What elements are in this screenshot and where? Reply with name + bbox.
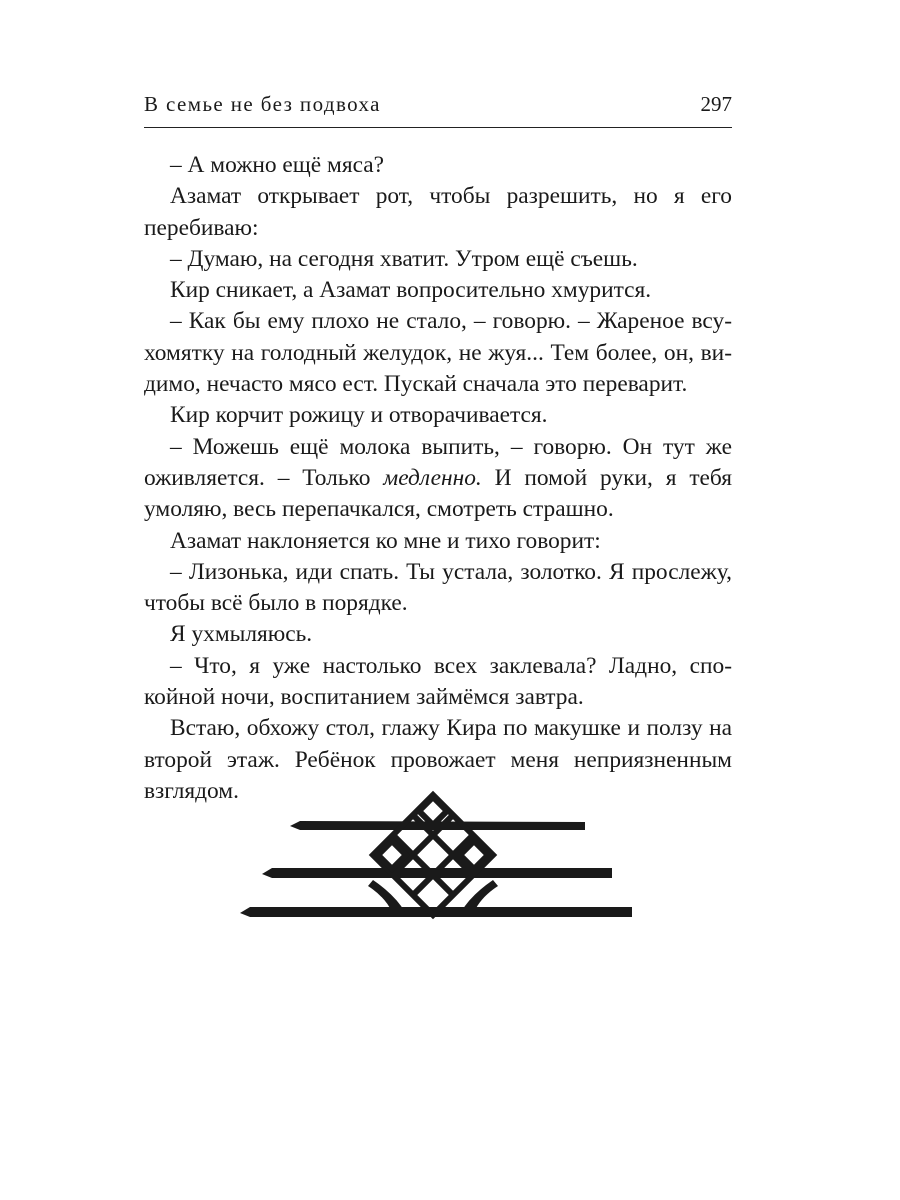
paragraph: Кир корчит рожицу и отворачивается. (170, 402, 548, 429)
running-head (144, 92, 732, 124)
paragraph: – Лизонька, иди спать. Ты устала, золотко. Я прослежу, чтобы всё было в порядке. (144, 558, 732, 617)
paragraph-text: И помой руки, я тебя умоляю, весь перепачкался, смотреть страшно. (144, 464, 733, 523)
paragraph: Кир сникает, а Азамат вопросительно хмурится. (170, 277, 652, 304)
paragraph: – Как бы ему плохо не стало, – говорю. – Жареное всухомятку на голодный желудок, не жуя... Тем более, он, видимо, нечасто мясо ест. Пускай сначала это переварит. (144, 308, 732, 398)
paragraph: – Думаю, на сегодня хватит. Утром ещё съешь. (170, 245, 638, 272)
paragraph-text: – Можешь ещё молока выпить, – говорю. Он тут же оживляется. – Только (144, 433, 732, 491)
paragraph: Я ухмыляюсь. (170, 621, 313, 648)
paragraph: Встаю, обхожу стол, глажу Кира по макушке и ползу на второй этаж. Ребёнок провожает меня неприязненным взглядом. (144, 715, 732, 804)
emphasis-text: медленно. (383, 464, 482, 491)
paragraph: Азамат наклоняется ко мне и тихо говорит: (170, 527, 601, 554)
paragraph (144, 432, 732, 526)
page-number: 297 (700, 92, 732, 116)
paragraph: Азамат открывает рот, чтобы разрешить, но я его перебиваю: (144, 183, 732, 241)
header-rule (144, 127, 732, 128)
running-title: В семье не без подвоха (144, 92, 381, 116)
paragraph: – Что, я уже настолько всех заклевала? Ладно, спокойной ночи, воспитанием займёмся завтра. (144, 652, 732, 711)
body-text (144, 150, 732, 807)
paragraph: – А можно ещё мяса? (170, 152, 385, 178)
knot-ornament-icon (236, 786, 636, 926)
